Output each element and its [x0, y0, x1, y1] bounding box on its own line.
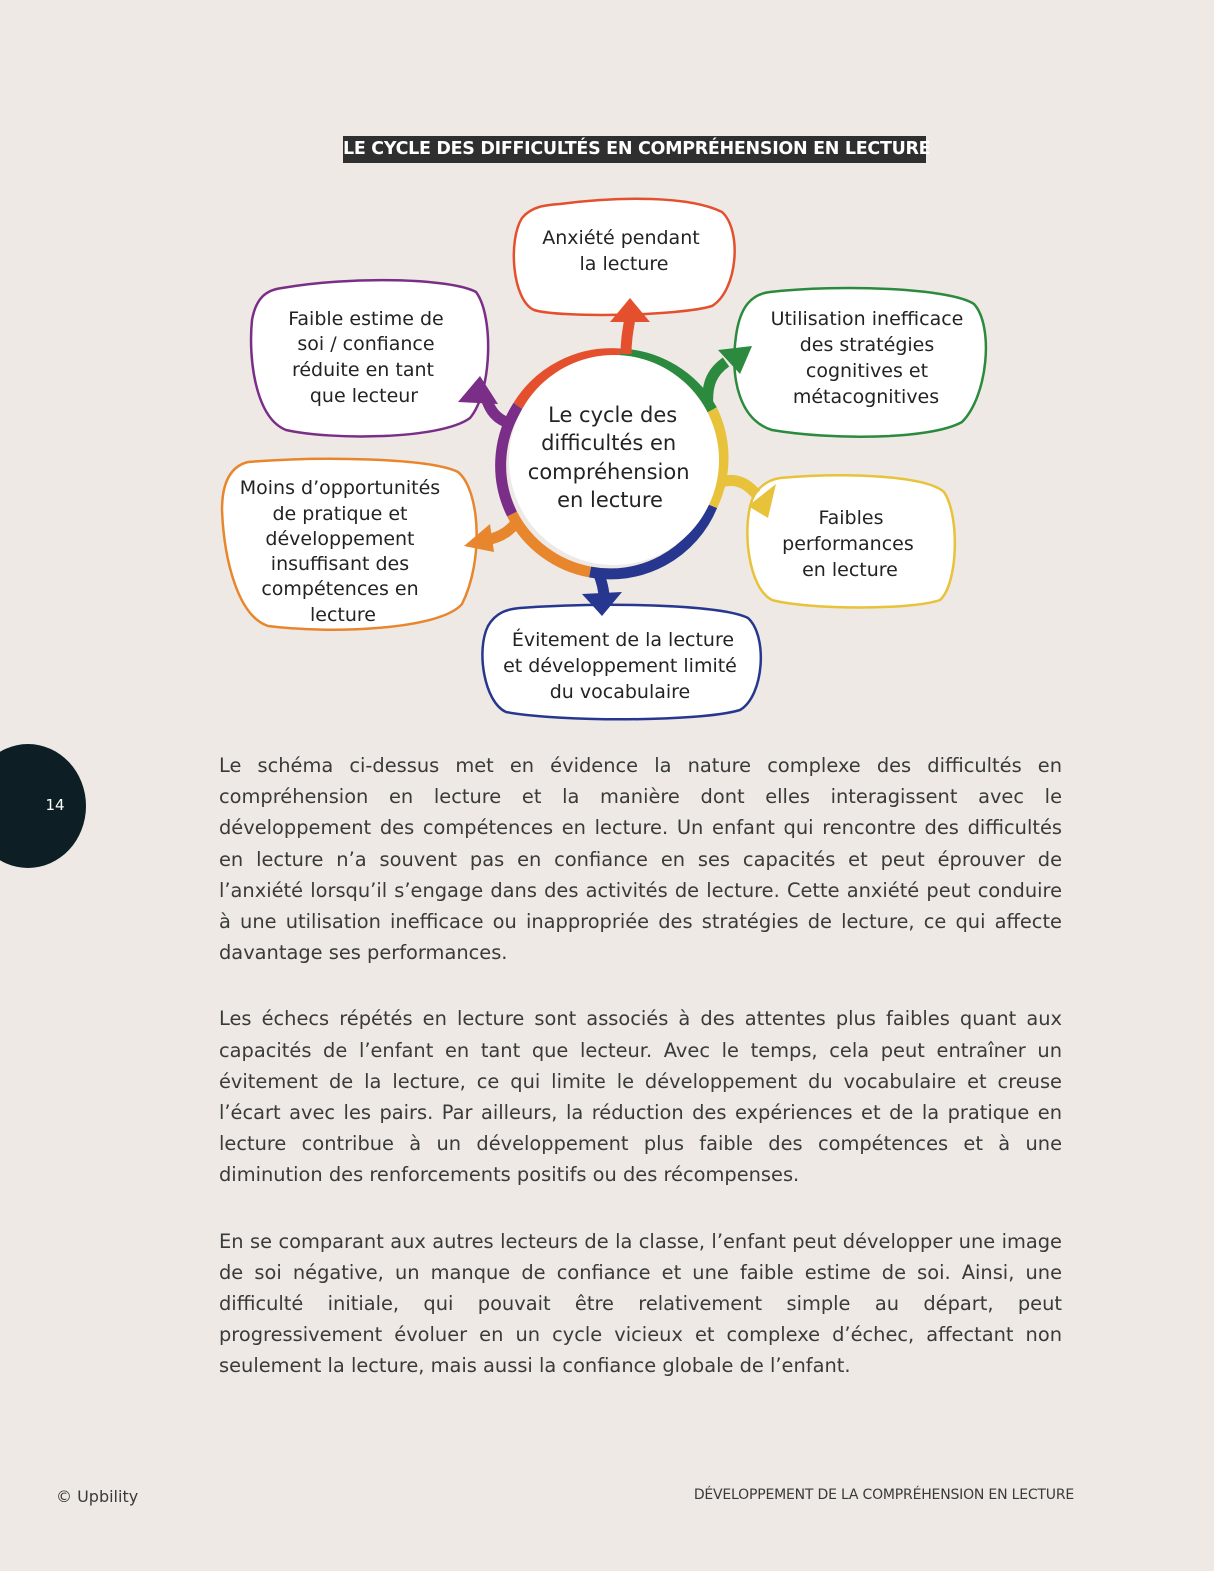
bubble-esteem-line: que lecteur [309, 385, 419, 407]
bubble-performance-line: en lecture [802, 559, 898, 581]
center-line: Le cycle des [548, 403, 678, 427]
center-line: en lecture [557, 488, 663, 512]
bubble-strategies-line: des stratégies [799, 334, 935, 356]
bubble-avoidance-line: du vocabulaire [549, 681, 691, 703]
bubble-strategies-line: métacognitives [792, 386, 940, 408]
bubble-performance-line: Faibles [818, 507, 884, 529]
bubble-anxiety-line: la lecture [579, 253, 669, 275]
bubble-avoidance [482, 605, 760, 719]
bubble-strategies-line: cognitives et [805, 360, 929, 382]
cycle-diagram [0, 0, 1214, 740]
paragraph: En se comparant aux autres lecteurs de la classe, l’enfant peut développer une image de soi négative, un manque de confiance et une faible estime de soi. Ainsi, une difficulté initiale, qui pouvait être relativement simple au départ, peut progressivement évoluer en un cycle vicieux et complexe d’échec, affectant non seulement la lecture, mais aussi la confiance globale de l’enfant. [219, 1229, 1062, 1378]
body-text [219, 750, 1062, 1417]
bubble-practice [222, 459, 477, 630]
bubble-esteem-line: Faible estime de [288, 308, 444, 330]
bubble-practice-line: compétences en [261, 578, 419, 600]
page-number: 14 [45, 796, 65, 814]
footer-book-title: DÉVELOPPEMENT DE LA COMPRÉHENSION EN LECTURE [693, 1487, 1074, 1503]
center-line: compréhension [527, 460, 690, 484]
bubble-strategies-line: Utilisation inefficace [770, 308, 964, 330]
bubble-avoidance-line: et développement limité [503, 655, 737, 677]
bubble-avoidance-line: Évitement de la lecture [511, 629, 735, 651]
diagram-title: LE CYCLE DES DIFFICULTÉS EN COMPRÉHENSION EN LECTURE [343, 136, 926, 163]
bubble-practice-line: lecture [310, 604, 376, 626]
bubble-practice-line: de pratique et [272, 503, 408, 525]
paragraph: Le schéma ci-dessus met en évidence la nature complexe des difficultés en compréhension en lecture et la manière dont elles interagissent avec le développement des compétences en lecture. Un enfant qui rencontre des difficultés en lecture n’a souvent pas en confiance en ses capacités et peut éprouver de l’anxiété lorsqu’il s’engage dans des activités de lecture. Cette anxiété peut conduire à une utilisation inefficace ou inappropriée des stratégies de lecture, ce qui affecte davantage ses performances. [219, 754, 1062, 965]
bubble-performance-line: performances [782, 533, 914, 555]
bubble-performance [747, 475, 954, 607]
arrow-strategies-stem [708, 362, 726, 408]
bubble-practice-line: insuffisant des [270, 553, 410, 575]
center-line: difficultés en [541, 431, 677, 455]
bubble-strategies [734, 288, 986, 437]
bubble-esteem-line: réduite en tant [291, 359, 434, 381]
paragraph: Les échecs répétés en lecture sont associés à des attentes plus faibles quant aux capacités de l’enfant en tant que lecteur. Avec le temps, cela peut entraîner un évitement de la lecture, ce qui limite le développement du vocabulaire et creuse l’écart avec les pairs. Par ailleurs, la réduction des expériences et de la pratique en lecture contribue à un développement plus faible des compétences et à une diminution des renforcements positifs ou des récompenses. [219, 1007, 1062, 1187]
bubble-esteem-line: soi / confiance [297, 333, 435, 355]
bubble-anxiety-line: Anxiété pendant [542, 227, 700, 249]
footer-copyright: © Upbility [56, 1487, 139, 1506]
bubble-esteem [251, 280, 488, 436]
bubble-practice-line: Moins d’opportunités [239, 477, 441, 499]
bubble-practice-line: développement [265, 528, 415, 550]
bubble-anxiety [514, 199, 735, 315]
arrow-anxiety-stem [626, 318, 630, 354]
